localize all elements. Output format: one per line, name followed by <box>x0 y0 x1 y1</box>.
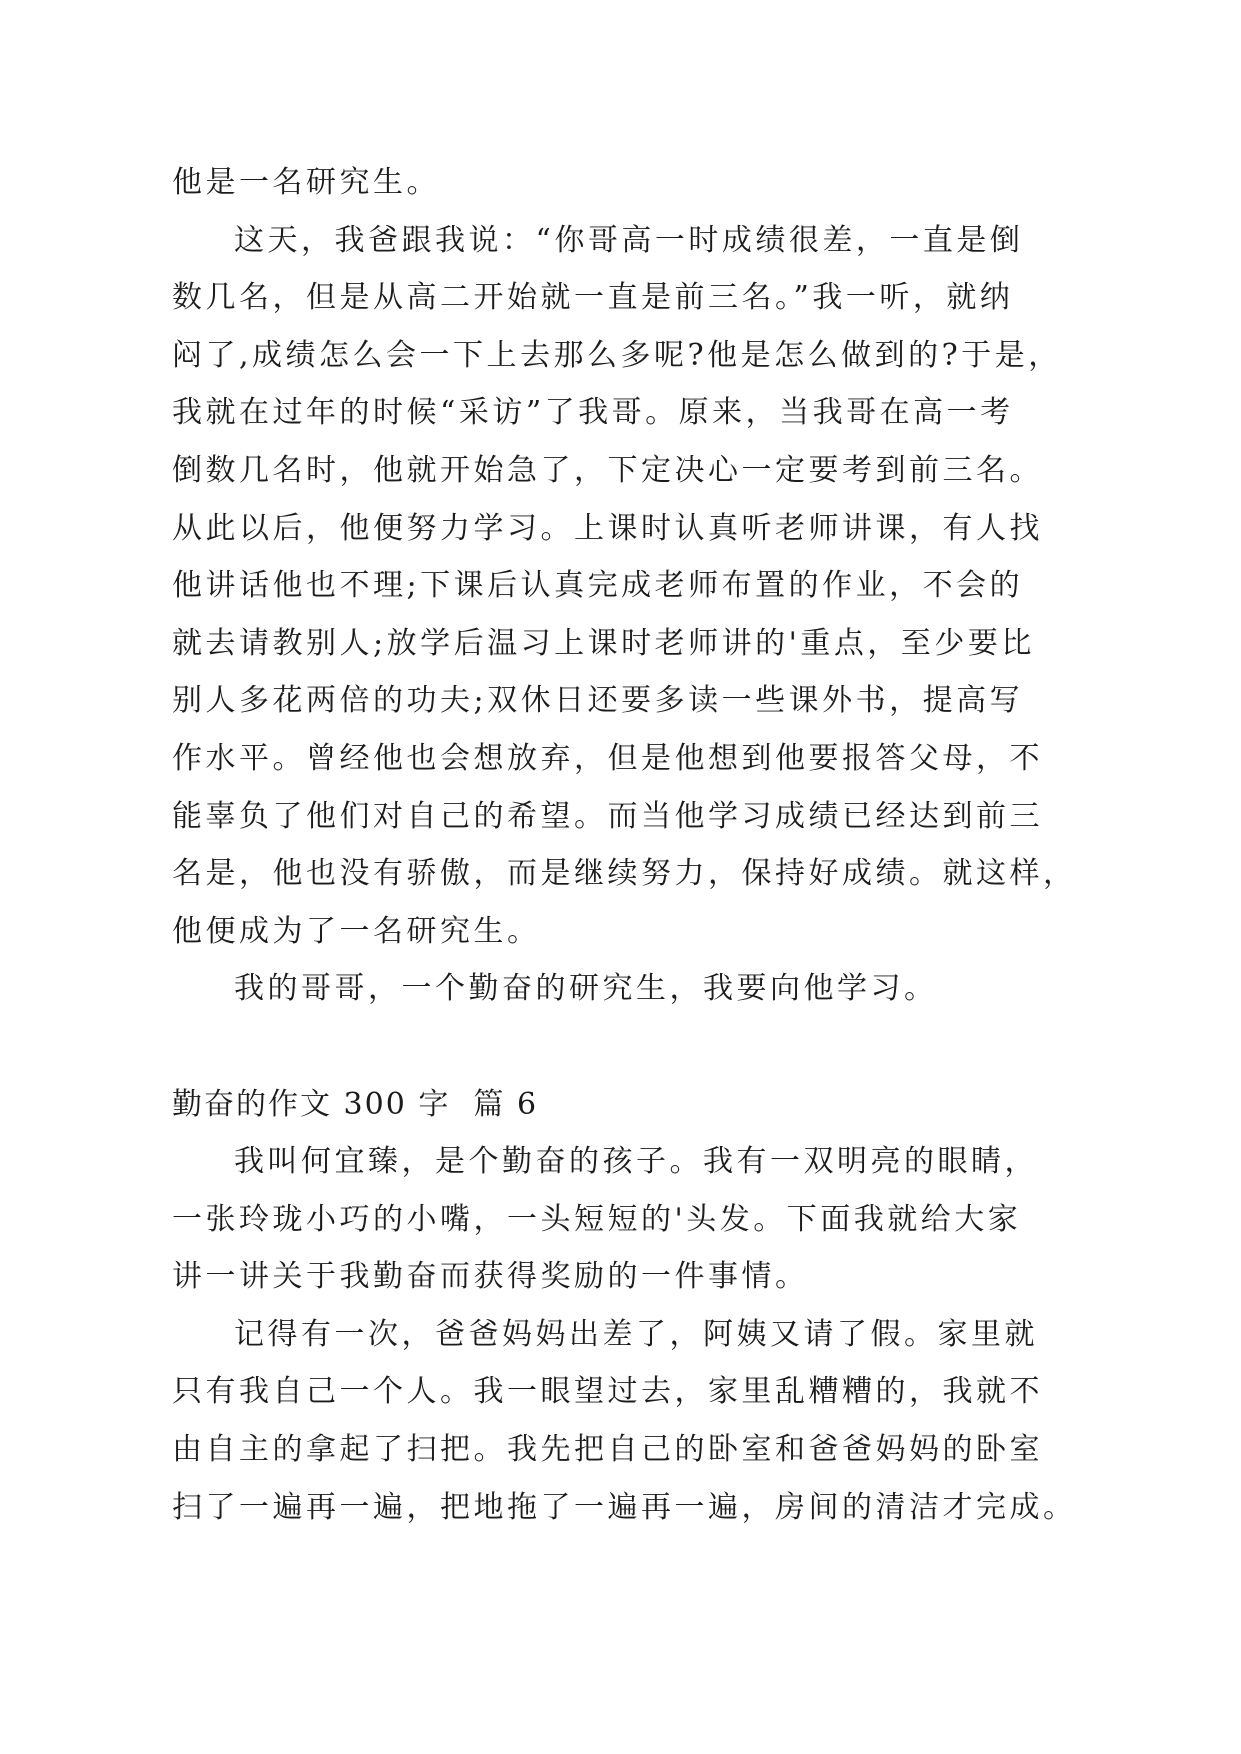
text-line: 名是，他也没有骄傲，而是继续努力，保持好成绩。就这样， <box>172 856 1077 892</box>
text-line: 讲一讲关于我勤奋而获得奖励的一件事情。 <box>172 1259 809 1295</box>
text-line: 作水平。曾经他也会想放弃，但是他想到他要报答父母，不 <box>172 740 1043 776</box>
text-line: 一张玲珑小巧的小嘴，一头短短的'头发。下面我就给大家 <box>172 1201 1022 1237</box>
text-line: 由自主的拿起了扫把。我先把自己的卧室和爸爸妈妈的卧室 <box>172 1432 1043 1468</box>
paragraph <box>172 212 1077 961</box>
text-line: 从此以后，他便努力学习。上课时认真听老师讲课，有人找 <box>172 510 1043 546</box>
text-line: 他便成为了一名研究生。 <box>172 913 541 949</box>
text-line: 能辜负了他们对自己的希望。而当他学习成绩已经达到前三 <box>172 798 1043 834</box>
text-line: 数几名，但是从高二开始就一直是前三名。”我一听，就纳 <box>172 280 1014 316</box>
paragraph <box>172 154 1072 212</box>
text-line: 他讲话他也不理;下课后认真完成老师布置的作业，不会的 <box>172 568 1024 604</box>
text-line: 别人多花两倍的功夫;双休日还要多读一些课外书，提高写 <box>172 683 1024 719</box>
text-line: 闷了,成绩怎么会一下上去那么多呢?他是怎么做到的?于是， <box>172 337 1062 373</box>
text-line: 倒数几名时，他就开始急了，下定决心一定要考到前三名。 <box>172 452 1043 488</box>
text-line: 我叫何宜臻，是个勤奋的孩子。我有一双明亮的眼睛， <box>234 1144 1038 1180</box>
text-line: 我就在过年的时候“采访”了我哥。原来，当我哥在高一考 <box>172 395 1014 431</box>
paragraph <box>172 960 1072 1018</box>
article-body <box>172 154 1077 1536</box>
section-heading: 勤奋的作文 300 字 篇 6 <box>172 1086 539 1122</box>
text-line: 他是一名研究生。 <box>172 165 440 200</box>
text-line: 记得有一次，爸爸妈妈出差了，阿姨又请了假。家里就 <box>234 1316 1038 1352</box>
paragraph <box>172 1306 1077 1536</box>
paragraph <box>172 1133 1072 1306</box>
text-line: 扫了一遍再一遍，把地拖了一遍再一遍，房间的清洁才完成。 <box>172 1489 1077 1525</box>
text-line: 就去请教别人;放学后温习上课时老师讲的'重点，至少要比 <box>172 625 1035 661</box>
text-line: 我的哥哥，一个勤奋的研究生，我要向他学习。 <box>234 971 938 1007</box>
text-line: 只有我自己一个人。我一眼望过去，家里乱糟糟的，我就不 <box>172 1374 1043 1410</box>
text-line: 这天，我爸跟我说：“你哥高一时成绩很差，一直是倒 <box>234 222 1024 258</box>
